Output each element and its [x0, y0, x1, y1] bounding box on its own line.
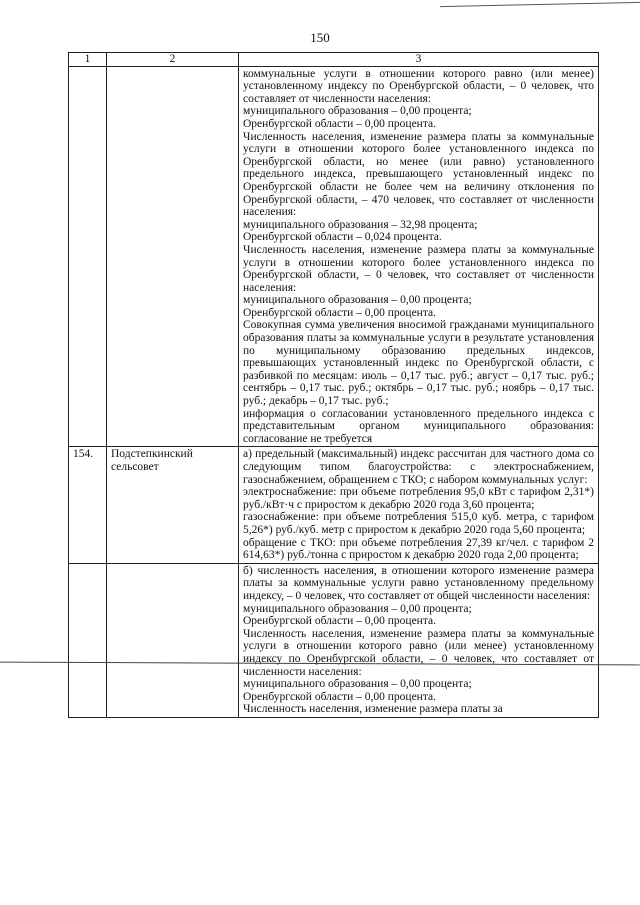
text-line: Совокупная сумма увеличения вносимой гражданами муниципального образования платы за коммунальные услуги в результате установления по муниципальному образованию предельных индексов, превышающих установленный индекс по Оренбургской области, с разбивкой по месяцам: июль – 0,17 тыс. руб.; август – 0,17 тыс. руб.; сентябрь – 0,17 тыс. руб.; октябрь – 0,17 тыс. руб.; ноябрь – 0,17 тыс. руб.; декабрь – 0,17 тыс. руб.; — [243, 319, 594, 408]
row-name-cell — [107, 563, 239, 717]
row-name-cell: Подстепкинский сельсовет — [107, 447, 239, 563]
text-line: Оренбургской области – 0,00 процента. — [243, 615, 436, 628]
text-line: муниципального образования – 0,00 процента; — [243, 105, 472, 118]
text-line: муниципального образования – 0,00 процента; — [243, 602, 472, 615]
text-line: муниципального образования – 0,00 процента; — [243, 678, 472, 691]
table-row-154-continued — [69, 563, 599, 717]
page-number: 150 — [310, 30, 330, 45]
header-col-3: 3 — [239, 53, 599, 67]
text-line: Оренбургской области – 0,00 процента. — [243, 690, 436, 703]
row-text-cell — [239, 447, 599, 563]
row-number-cell: 154. — [69, 447, 107, 563]
row-number-cell — [69, 563, 107, 717]
text-line: электроснабжение: при объеме потребления 95,0 кВт с тарифом 2,31*) руб./кВт·ч с приростом к декабрю 2020 года 3,60 процента; — [243, 486, 594, 511]
row-name-cell — [107, 66, 239, 447]
text-line: а) предельный (максимальный) индекс рассчитан для частного дома со следующим типом благоустройства: с электроснабжением, газоснабжением, обращением с ТКО; с набором коммунальных услуг: — [243, 448, 594, 486]
text-line: Численность населения, изменение размера платы за коммунальные услуги в отношении которого более установленного индекса по Оренбургской области, но менее (или равно) установленного предельного индекса, превышающего установленный индекс по Оренбургской области не более чем на величину отклонения по Оренбургской области, – 470 человек, что составляет от численности населения: — [243, 130, 594, 219]
table-row-continued — [69, 66, 599, 447]
text-line: б) численность населения, в отношении которого изменение размера платы за коммунальные услуги равно установленному предельному индексу, – 0 человек, что составляет от общей численности населения: — [243, 564, 594, 602]
text-line: муниципального образования – 0,00 процента; — [243, 294, 472, 307]
row-text-cell — [239, 563, 599, 717]
row-text-cell — [239, 66, 599, 447]
header-col-2: 2 — [107, 53, 239, 67]
text-line: Оренбургской области – 0,024 процента. — [243, 231, 442, 244]
text-line: Численность населения, изменение размера платы за коммунальные услуги в отношении которого более установленного индекса по Оренбургской области, – 0 человек, что составляет от численности населения: — [243, 243, 594, 294]
header-col-1: 1 — [69, 53, 107, 67]
text-line: Численность населения, изменение размера платы за — [243, 703, 503, 716]
text-line: муниципального образования – 32,98 процента; — [243, 218, 478, 231]
text-line: газоснабжение: при объеме потребления 515,0 куб. метра, с тарифом 5,26*) руб./куб. метр с приростом к декабрю 2020 года 5,60 процента; — [243, 511, 594, 536]
text-line: Оренбургской области – 0,00 процента. — [243, 117, 436, 130]
table-header-row — [69, 53, 599, 67]
table-row-154 — [69, 447, 599, 563]
text-line: коммунальные услуги в отношении которого равно (или менее) установленному индексу по Оренбургской области, – 0 человек, что составляет от численности населения: — [243, 67, 594, 105]
scan-artifact-line — [440, 2, 640, 7]
text-line: обращение с ТКО: при объеме потребления 27,39 кг/чел. с тарифом 2 614,63*) руб./тонна с приростом к декабрю 2020 года 2,00 процента; — [243, 536, 594, 562]
text-line: Оренбургской области – 0,00 процента. — [243, 306, 436, 319]
data-table — [68, 52, 599, 718]
row-number-cell — [69, 66, 107, 447]
text-line: Численность населения, изменение размера платы за коммунальные услуги в отношении которого равно (или менее) установленному индексу по Оренбургской области, – 0 человек, что составляет от численности населения: — [243, 627, 594, 678]
text-line: информация о согласовании установленного предельного индекса с представительным органом муниципального образования: согласование не требуется — [243, 407, 594, 445]
